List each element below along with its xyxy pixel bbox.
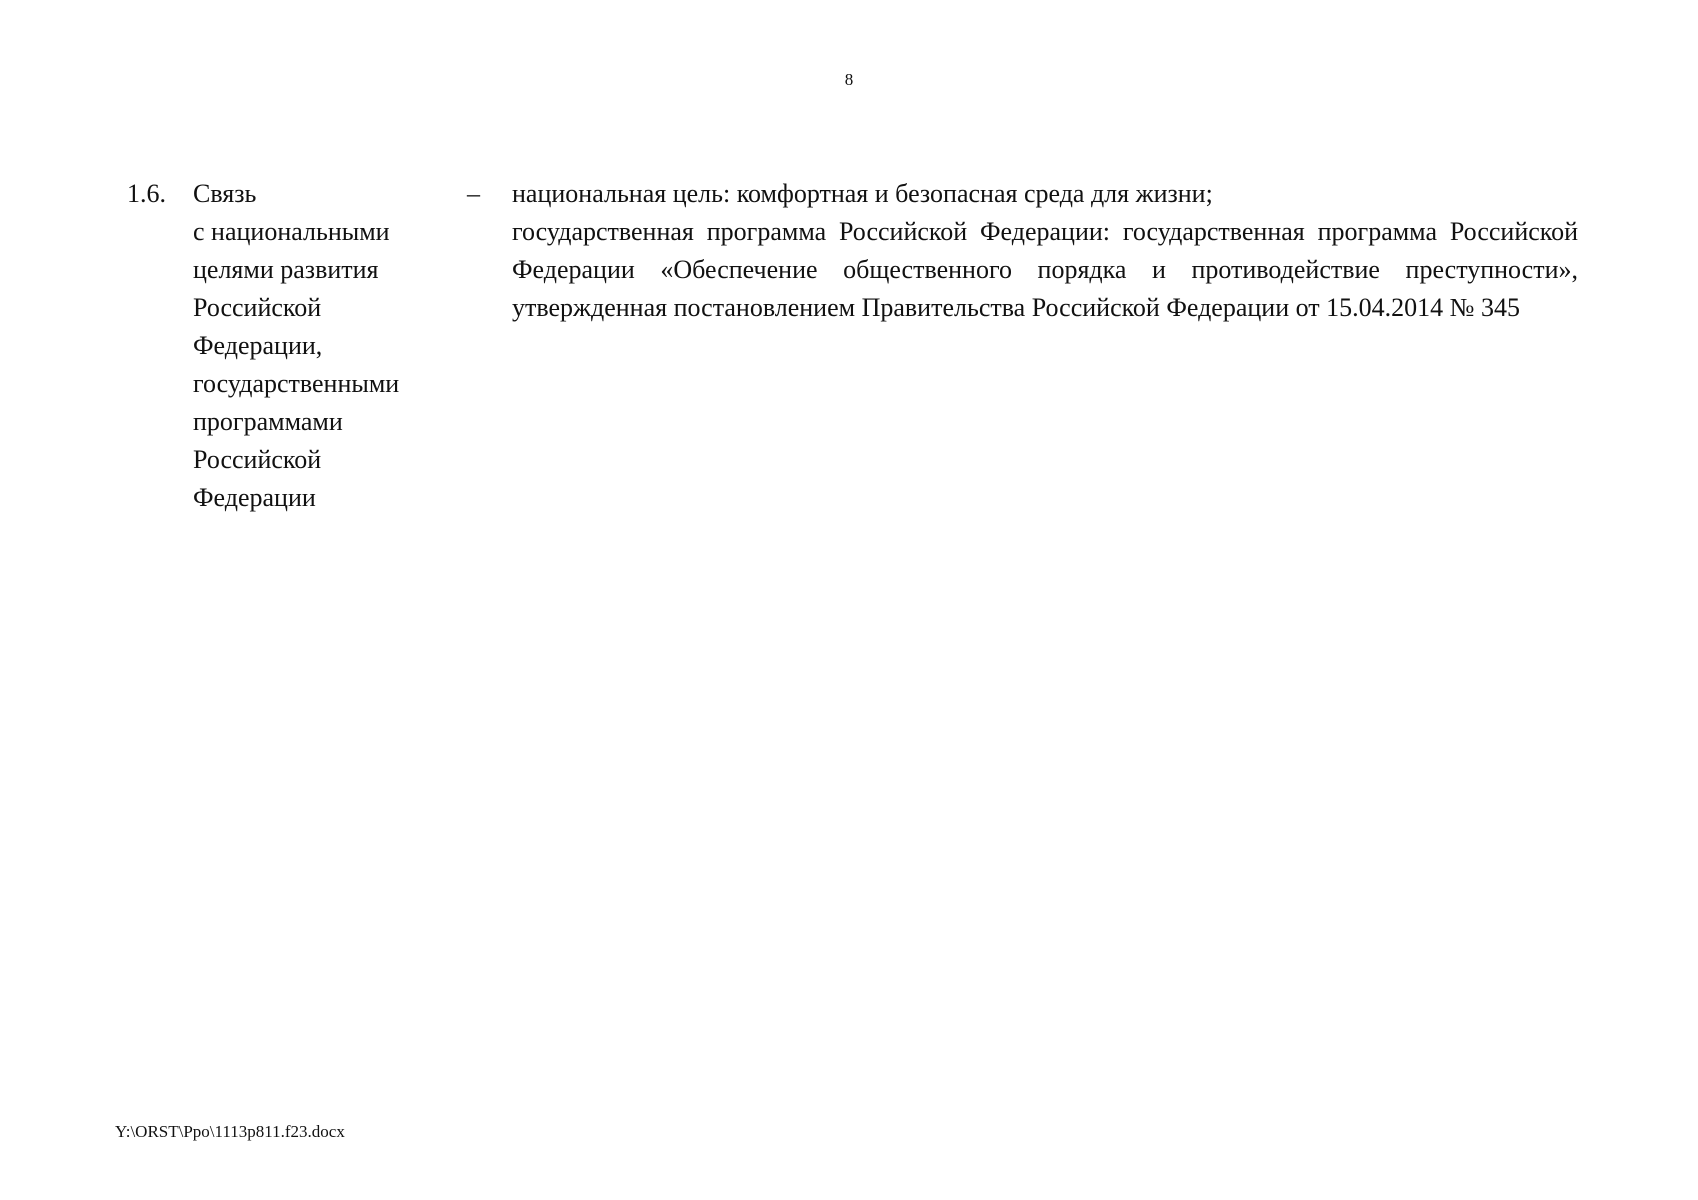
section-title-line: программами bbox=[193, 407, 343, 436]
section-title bbox=[193, 175, 443, 517]
section-title-line: целями развития bbox=[193, 255, 379, 284]
section-content bbox=[512, 175, 1578, 327]
file-path-footer: Y:\ORST\Ppo\1113p811.f23.docx bbox=[115, 1122, 345, 1141]
page-number: 8 bbox=[844, 70, 854, 89]
state-program-text: государственная программа Российской Федерации: государственная программа Российской Федерации «Обеспечение общественного порядка и противодействие преступности», утвержденная постановлением Правительства Российской Федерации от 15.04.2014 № 345 bbox=[512, 217, 1578, 322]
section-title-line: Российской bbox=[193, 293, 322, 322]
national-goal-text: национальная цель: комфортная и безопасная среда для жизни; bbox=[512, 179, 1213, 208]
separator-dash: – bbox=[467, 179, 480, 208]
section-title-line: Федерации bbox=[193, 483, 316, 512]
section-title-line: Связь bbox=[193, 179, 257, 208]
section-title-line: Федерации, bbox=[193, 331, 323, 360]
section-title-line: государственными bbox=[193, 369, 400, 398]
section-number: 1.6. bbox=[127, 179, 166, 208]
section-title-line: Российской bbox=[193, 445, 322, 474]
section-title-line: с национальными bbox=[193, 217, 390, 246]
